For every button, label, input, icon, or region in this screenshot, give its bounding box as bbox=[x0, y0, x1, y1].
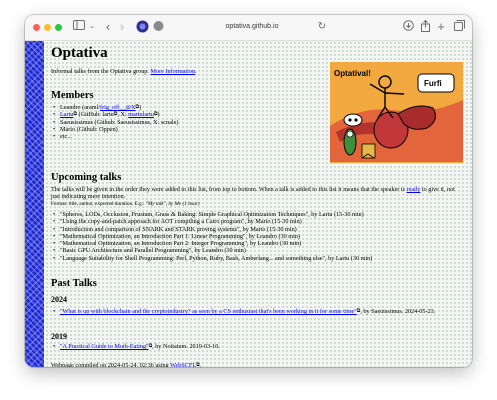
upcoming-talk-item: • "Basic GPU Architecture and Parallel Programming", by Leandro (30 min) bbox=[51, 247, 463, 254]
chevron-down-icon[interactable]: ⌄ bbox=[89, 23, 95, 30]
tab-overview-icon[interactable] bbox=[453, 20, 465, 34]
page-title: Optativa bbox=[51, 45, 108, 61]
member-etc: • etc... bbox=[51, 133, 178, 140]
past-talks-heading: Past Talks bbox=[51, 278, 97, 289]
minimize-window-button[interactable] bbox=[44, 24, 51, 31]
member-mario: • Mario (Github: Oppen) bbox=[51, 126, 178, 133]
decorative-left-strip bbox=[25, 41, 44, 367]
lartu-link[interactable]: Lartu bbox=[60, 111, 74, 119]
sidebar-toggle-icon[interactable] bbox=[73, 20, 85, 34]
format-note: Format: title, author, expected duration. E.g.: "My talk", by Me (1 hour) bbox=[51, 201, 200, 207]
past-talk-item: • "What is up with blockchain and the cryptoindustry? as seen by a CS enthusiast that's been working in it for some time"⧉, by Saeuissimus. 2024-05-23. bbox=[51, 308, 457, 315]
forward-arrow-icon[interactable]: › bbox=[119, 19, 125, 34]
external-link-icon: ⧉ bbox=[73, 112, 77, 118]
past-talk-item: • "A Practical Guide to Moth-Eating"⧉, by Noitatum. 2019-03-10. bbox=[51, 343, 220, 350]
external-link-icon: ⧉ bbox=[153, 112, 158, 118]
maximize-window-button[interactable] bbox=[55, 24, 62, 31]
external-link-icon: ⧉ bbox=[135, 105, 140, 110]
external-link-icon: ⧉ bbox=[356, 309, 361, 314]
external-link-icon: ⧉ bbox=[148, 344, 153, 349]
members-list bbox=[51, 104, 178, 140]
more-information-link[interactable]: More Information bbox=[150, 68, 196, 75]
share-icon[interactable] bbox=[420, 20, 430, 34]
upcoming-talk-item: • "Language Suitability for Shell Programming: Perl, Python, Ruby, Bash, Amberlang... and something else", by Lartu (30 min) bbox=[51, 255, 463, 262]
reload-icon[interactable]: ↻ bbox=[317, 21, 327, 32]
back-arrow-icon[interactable]: ‹ bbox=[105, 19, 111, 34]
past-talks-2024-list bbox=[51, 308, 457, 315]
webscfl-link[interactable]: WebSCFL bbox=[170, 362, 197, 367]
ready-link[interactable]: ready bbox=[406, 186, 421, 193]
upcoming-talks-heading: Upcoming talks bbox=[51, 172, 122, 183]
page-viewport[interactable] bbox=[25, 41, 472, 367]
art-label-right: Furfi bbox=[424, 79, 442, 88]
past-talk-link[interactable]: "A Practical Guide to Moth-Eating" bbox=[60, 343, 149, 350]
leandro-x-link[interactable]: frig_off__@X bbox=[100, 104, 136, 111]
intro-end: . bbox=[195, 68, 197, 75]
page-footer: Webpage compiled on 2024-05-24, 02:36 using WebSCFL⧉. bbox=[51, 362, 202, 367]
optativa-illustration bbox=[330, 62, 463, 163]
download-icon[interactable] bbox=[402, 20, 414, 34]
intro-text: Informal talks from the Optativa group. bbox=[51, 68, 149, 75]
external-link-icon: ⧉ bbox=[196, 363, 200, 367]
intro-paragraph bbox=[51, 68, 197, 75]
members-heading: Members bbox=[51, 90, 94, 101]
external-link-icon: ⧉ bbox=[113, 112, 118, 118]
upcoming-talk-item: • "Mathematical Optimization, an Introduction Part 1: Linear Programming", by Leandro (30 min) bbox=[51, 233, 463, 240]
member-saeusissimus: • Saeusissimus (Github: Saeusissimus, X: scnale) bbox=[51, 119, 178, 126]
year-2019-heading: 2019 bbox=[51, 332, 67, 341]
upcoming-talk-item: • "Using the copy-and-patch approach for AOT compiling a Cairo program", by Mario (15-30 min) bbox=[51, 218, 463, 225]
past-talk-link[interactable]: "What is up with blockchain and the cryptoindustry? as seen by a CS enthusiast that's been working in it for some time" bbox=[60, 308, 357, 315]
privacy-shield-icon[interactable] bbox=[151, 20, 165, 34]
year-2024-heading: 2024 bbox=[51, 295, 67, 304]
site-icon bbox=[135, 20, 149, 34]
browser-toolbar bbox=[25, 15, 472, 41]
close-window-button[interactable] bbox=[33, 24, 40, 31]
upcoming-talk-item: • "Introduction and comparison of SNARK and STARK proving systems", by Mario (15-30 min) bbox=[51, 226, 463, 233]
member-leandro: • Leandro (araml/frig_off__@X⧉) bbox=[51, 104, 178, 111]
upcoming-talk-item: • "Spheres, LODs, Occlusion, Frustum, Grass & Baking: Simple Graphical Optimization Techniques", by Lartu (15-30 min) bbox=[51, 211, 463, 218]
address-bar[interactable]: optativa.github.io bbox=[225, 23, 279, 30]
member-lartu: • Lartu⧉ (GitHub: lartu⧉, X: martulartu⧉) bbox=[51, 111, 178, 118]
browser-window bbox=[25, 15, 472, 367]
lartu-x-link[interactable]: martulartu bbox=[128, 111, 154, 119]
upcoming-talk-item: • "Mathematical Optimization, an Introduction Part 2: Integer Programming", by Leandro (30 min) bbox=[51, 240, 463, 247]
upcoming-talks-list bbox=[51, 211, 463, 262]
art-label-left: Optatival! bbox=[334, 69, 371, 78]
upcoming-description: The talks will be given in the order they were added to this list, from top to bottom. When a talk is added to this list it means that the speaker is ready to give it, not just indicating mere intention. bbox=[51, 186, 455, 201]
new-tab-icon[interactable]: + bbox=[437, 19, 445, 34]
past-talks-2019-list bbox=[51, 343, 220, 350]
